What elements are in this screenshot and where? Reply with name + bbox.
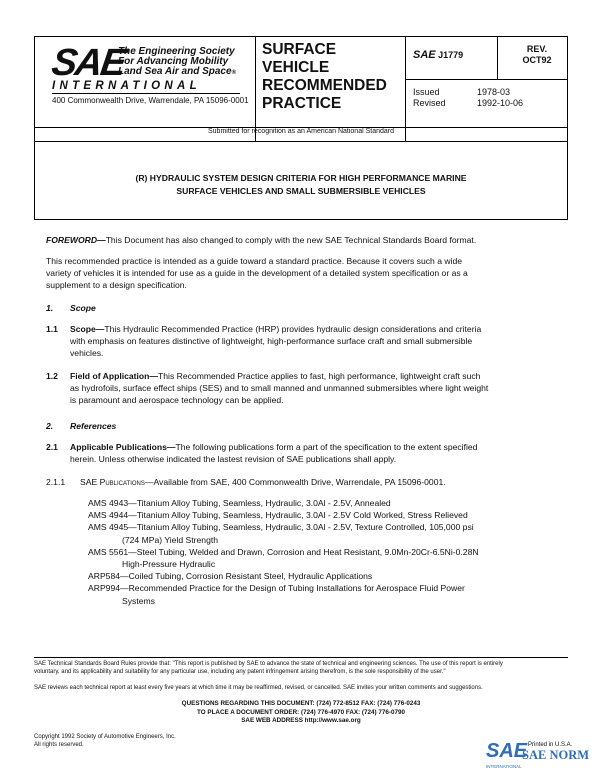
section-1-1: 1.1 Scope—This Hydraulic Recommended Practice (HRP) provides hydraulic design considerations and criteria with emphasis on features distinctive of lightweight, high-performance surface craft and small submersible vehicles.: [46, 324, 482, 359]
logo-rule: [52, 93, 240, 94]
document-type: SURFACE VEHICLE RECOMMENDED PRACTICE: [262, 41, 387, 112]
divider: [497, 37, 498, 79]
divider: [405, 37, 406, 141]
submitted-note: Submitted for recognition as an American National Standard: [208, 128, 394, 135]
stamp-logo: SAE: [486, 740, 528, 762]
section-2-heading: 2. References: [46, 421, 117, 431]
list-item: AMS 4945—Titanium Alloy Tubing, Seamless, Hydraulic, 3.0Al - 2.5V, Texture Controlled, 105,000 psi (724 MPa) Yield Strength: [88, 522, 474, 545]
document-title: (R) HYDRAULIC SYSTEM DESIGN CRITERIA FOR HIGH PERFORMANCE MARINE SURFACE VEHICLES AND SMALL SUBMERSIBLE VEHICLES: [135, 173, 467, 196]
list-item: AMS 4944—Titanium Alloy Tubing, Seamless, Hydraulic, 3.0Al - 2.5V Cold Worked, Stress Relieved: [88, 510, 468, 521]
stamp-subtext: INTERNATIONAL: [486, 764, 522, 769]
policy-note: SAE Technical Standards Board Rules provide that: "This report is published by SAE to advance the state of technical and engineering sciences. The use of this report is entirely voluntary, and its applicability and suitability for any particular use, including any patent infringement arising therefrom, is the sole responsibility of the user.": [34, 661, 503, 675]
list-item: ARP584—Coiled Tubing, Corrosion Resistant Steel, Hydraulic Applications: [88, 571, 373, 582]
sae-norm-stamp: [486, 740, 598, 774]
revision-box: REV. OCT92: [522, 44, 552, 65]
sae-logo: SAE: [49, 42, 128, 84]
printed-note: Printed in U.S.A.: [528, 742, 573, 748]
footer-rule: [34, 657, 568, 658]
sae-address: 400 Commonwealth Drive, Warrendale, PA 15096-0001: [52, 96, 249, 105]
issue-dates: Issued 1978-03 Revised 1992-10-06: [413, 87, 524, 108]
publication-list: [88, 497, 566, 607]
section-1-2: 1.2 Field of Application—This Recommended Practice applies to fast, high performance, lightweight craft such as hydrofoils, surface effect ships (SES) and to small manned and unmanned submersibles where light weight is paramount and aerospace technology can be applied.: [46, 371, 489, 406]
tagline: The Engineering Society For Advancing Mobility Land Sea Air and Space®: [118, 46, 236, 77]
copyright: Copyright 1992 Society of Automotive Engineers, Inc. All rights reserved.: [34, 734, 176, 748]
section-2-1-1: 2.1.1 SAE Publications—Available from SAE, 400 Commonwealth Drive, Warrendale, PA 15096-0001.: [46, 477, 446, 487]
section-2-1: 2.1 Applicable Publications—The following publications form a part of the specification to the extent specified herein. Unless otherwise indicated the lastest revision of SAE publications shall apply.: [46, 442, 478, 465]
section-1-heading: 1. Scope: [46, 303, 96, 313]
international-wordmark: INTERNATIONAL: [52, 80, 201, 92]
review-note: SAE reviews each technical report at least every five years at which time it may be reaffirmed, revised, or cancelled. SAE invites your written comments and suggestions.: [34, 685, 483, 691]
list-item: ARP994—Recommended Practice for the Design of Tubing Installations for Aerospace Fluid Power Systems: [88, 583, 465, 606]
list-item: AMS 5561—Steel Tubing, Welded and Drawn, Corrosion and Heat Resistant, 9.0Mn-20Cr-6.5Ni-0.28N High-Pressure Hydraulic: [88, 546, 479, 570]
foreword: FOREWORD—This Document has also changed to comply with the new SAE Technical Standards Board format.: [46, 235, 477, 245]
contact-info: QUESTIONS REGARDING THIS DOCUMENT: (724) 772-8512 FAX: (724) 776-0243 TO PLACE A DOCUMENT ORDER: (724) 776-4970 FAX: (724) 776-0790 SAE WEB ADDRESS http://www.sae.org: [181, 700, 421, 724]
divider: [255, 37, 256, 141]
document-number: SAE J1779: [413, 49, 464, 61]
stamp-text: SAE NORM: [522, 748, 590, 762]
foreword-paragraph: This recommended practice is intended as a guide toward a standard practice. Because it covers such a wide variety of vehicles it is intended for use as a guide in the development of a detailed system specification or as a supplement to a design specification.: [46, 256, 468, 291]
list-item: AMS 4943—Titanium Alloy Tubing, Seamless, Hydraulic, 3.0Al - 2.5V, Annealed: [88, 498, 391, 508]
divider: [405, 79, 567, 80]
